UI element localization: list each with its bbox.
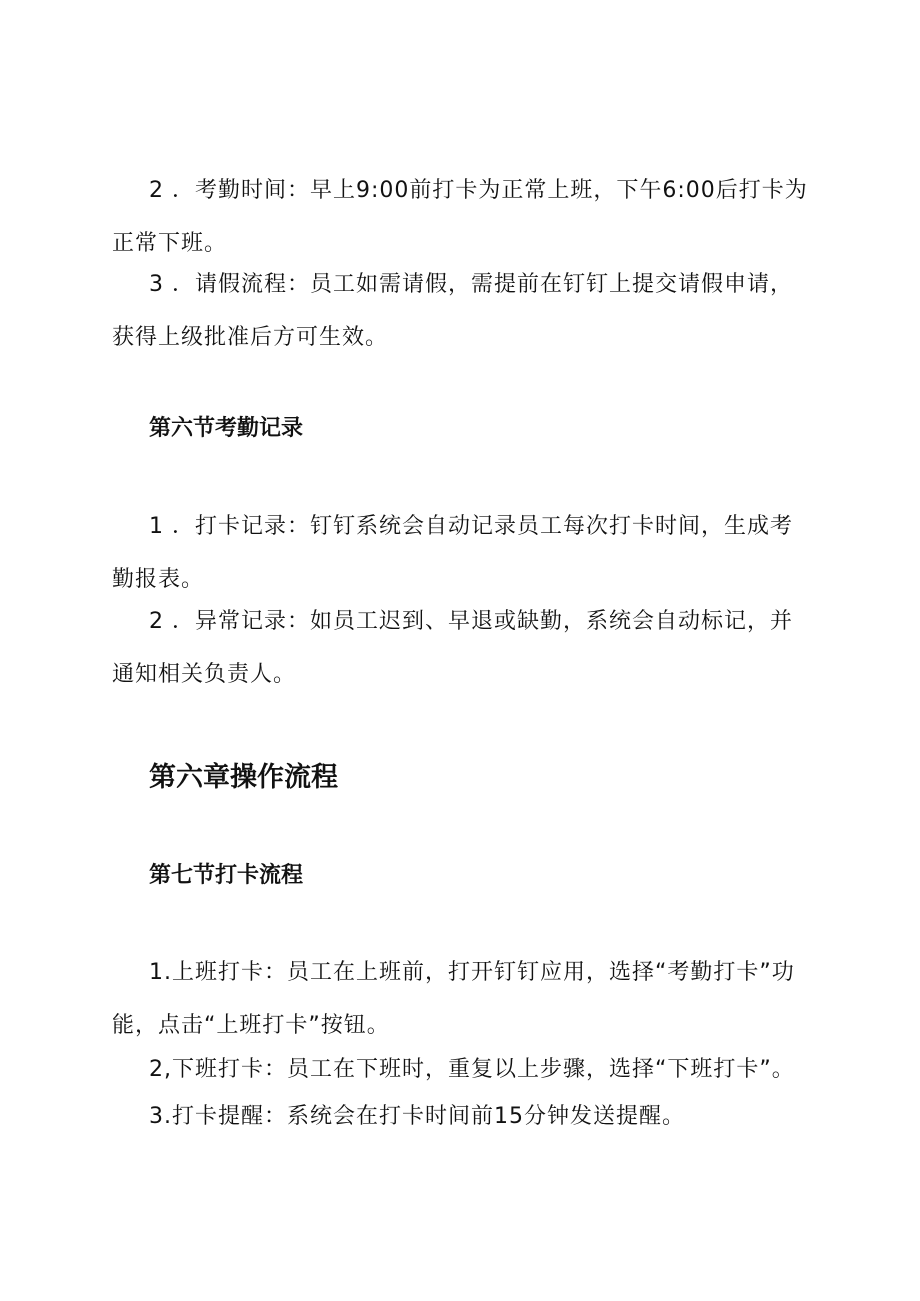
attendance-time-item: 2 ．考勤时间：早上9:00前打卡为正常上班，下午6:00后打卡为正常下班。 (112, 178, 808, 256)
chapter-heading-operation-process: 第六章操作流程 (149, 762, 338, 793)
exception-record-item: 2 ．异常记录：如员工迟到、早退或缺勤，系统会自动标记，并通知相关负责人。 (112, 609, 793, 687)
clock-reminder-item: 3.打卡提醒：系统会在打卡时间前15分钟发送提醒。 (149, 1104, 685, 1129)
section-heading-clock-process: 第七节打卡流程 (149, 863, 304, 888)
clock-out-item: 2,下班打卡：员工在下班时，重复以上步骤，选择“下班打卡”。 (149, 1057, 795, 1082)
clock-record-item: 1 ．打卡记录：钉钉系统会自动记录员工每次打卡时间，生成考勤报表。 (112, 514, 793, 592)
leave-process-item: 3 ．请假流程：员工如需请假，需提前在钉钉上提交请假申请，获得上级批准后方可生效。 (112, 272, 793, 350)
clock-in-item: 1.上班打卡：员工在上班前，打开钉钉应用，选择“考勤打卡”功能，点击“上班打卡”按钮。 (112, 960, 795, 1038)
section-heading-attendance-record: 第六节考勤记录 (149, 416, 304, 441)
